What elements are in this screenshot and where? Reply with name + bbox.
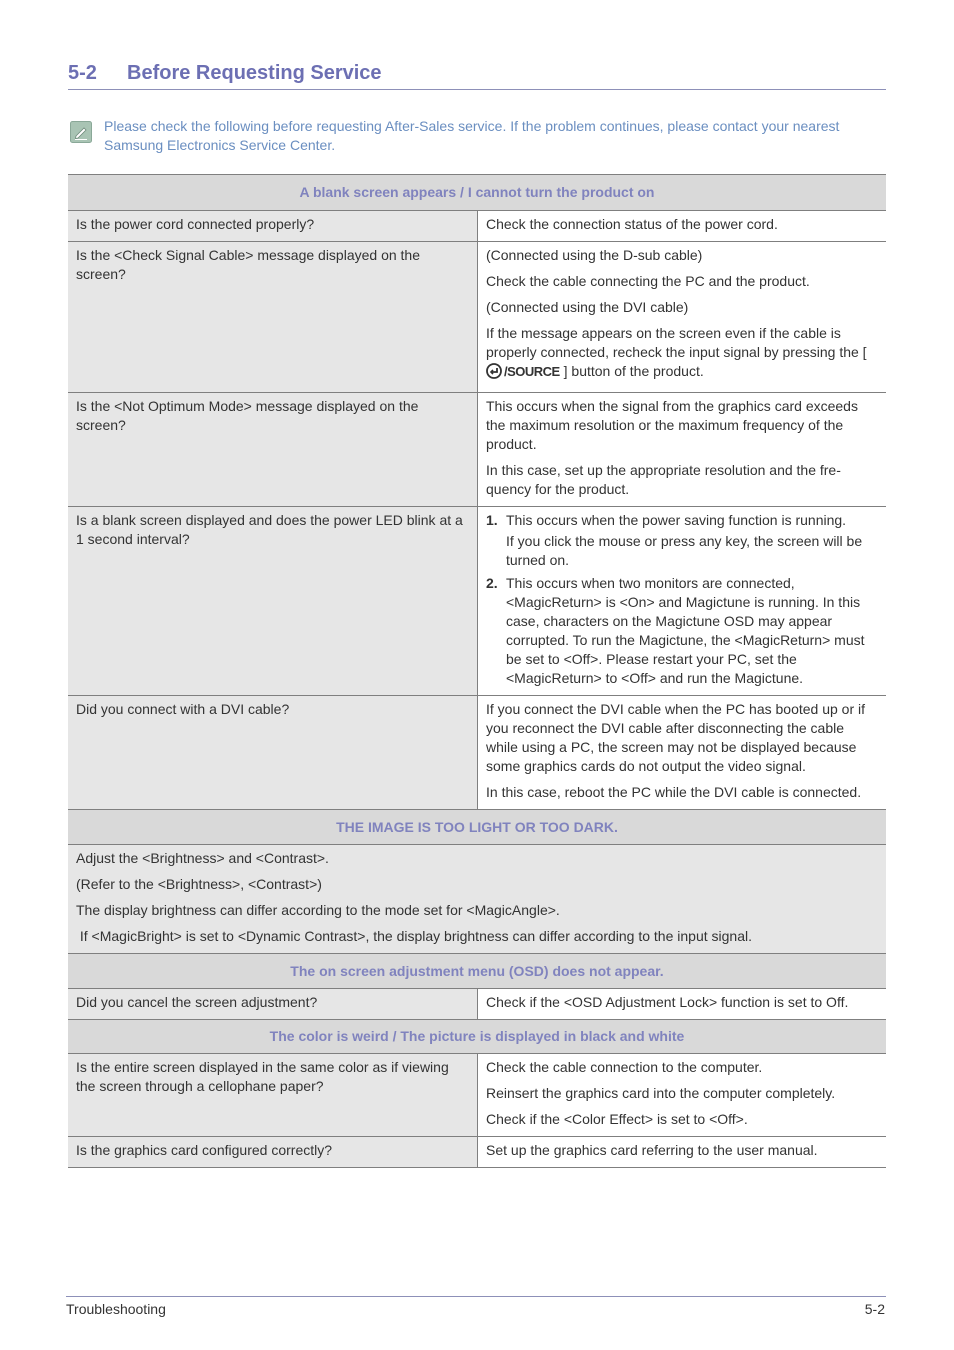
table-row [68,242,886,393]
answer-line: The display brightness can differ according to the mode set for <MagicAngle>. [76,902,560,918]
table-row [68,696,886,810]
question-cell: Is the entire screen displayed in the same color as if viewing the screen through a cellophane paper? [68,1054,478,1137]
section-header [68,954,886,989]
answer-cell [478,1137,887,1168]
footer-page-number: 5-2 [864,1301,885,1317]
answer-line: Adjust the <Brightness> and <Contrast>. [76,850,329,866]
footer-chapter: Troubleshooting [66,1301,166,1317]
table-row [68,507,886,696]
table-row [68,1137,886,1168]
answer-line: Check if the <Color Effect> is set to <Off>. [486,1111,748,1127]
answer-line: In this case, reboot the PC while the DVI cable is connected. [486,784,862,800]
section-heading [68,62,886,90]
answer-line: Check the connection status of the power cord. [486,216,778,232]
answer-cell [478,696,887,810]
answer-cell [478,507,887,696]
answer-line: Set up the graphics card referring to the user manual. [486,1142,818,1158]
answer-text: If the message appears on the screen even if the cable is properly connected, recheck the input signal by pressing the [ [486,325,867,360]
answer-line [486,324,878,384]
answer-line: Check the cable connecting the PC and the product. [486,273,810,289]
answer-line: (Connected using the DVI cable) [486,299,689,315]
note-text: Please check the following before requesting After-Sales service. If the problem continues, please contact your nearest Samsung Electronics Service Center. [104,118,840,153]
section-header [68,175,886,211]
question-cell: Is the <Not Optimum Mode> message displayed on the screen? [68,393,478,507]
note-pencil-icon [70,121,92,143]
section-title: The on screen adjustment menu (OSD) does not appear. [68,954,886,989]
source-button-label: /SOURCE [504,364,560,379]
answer-line: (Refer to the <Brightness>, <Contrast>) [76,876,322,892]
section-header [68,1020,886,1054]
answer-cell [478,242,887,393]
answer-text: ] button of the product. [563,363,704,379]
question-cell: Is the power cord connected properly? [68,211,478,242]
answer-line: (Connected using the D-sub cable) [486,247,703,263]
question-cell: Is the graphics card configured correctly? [68,1137,478,1168]
table-row [68,393,886,507]
list-number: 1. [486,512,498,528]
question-cell: Is a blank screen displayed and does the power LED blink at a 1 second interval? [68,507,478,696]
section-header [68,810,886,845]
answer-cell [478,1054,887,1137]
answer-line: Reinsert the graphics card into the computer completely. [486,1085,836,1101]
question-cell: Is the <Check Signal Cable> message displayed on the screen? [68,242,478,393]
list-item [486,511,878,570]
list-item [486,574,878,688]
list-number: 2. [486,575,498,591]
table-row [68,989,886,1020]
answer-cell [478,989,887,1020]
answer-cell [478,211,887,242]
answer-line: This occurs when the signal from the graphics card exceeds the maximum resolution or the maximum frequency of the product. [486,398,858,452]
answer-cell [478,393,887,507]
source-button-icon [486,363,504,384]
question-cell: Did you cancel the screen adjustment? [68,989,478,1020]
list-line: This occurs when two monitors are connected, <MagicReturn> is <On> and Magictune is running. In this case, characters on the Magictune OSD may appear corrupted. To run the Magictune, the <MagicReturn> must be set to <Off>. Please restart your PC, set the <MagicReturn> to <Off> and run the Magictune. [506,575,865,686]
list-line: This occurs when the power saving function is running. [506,512,847,528]
answer-line: If <MagicBright> is set to <Dynamic Contrast>, the display brightness can differ according to the input signal. [76,928,752,944]
answer-line: If you connect the DVI cable when the PC has booted up or if you reconnect the DVI cable after disconnecting the cable while using a PC, the screen may not be displayed because some graphics cards do not output the video signal. [486,701,866,774]
answer-line: Check the cable connection to the computer. [486,1059,763,1075]
table-row [68,1054,886,1137]
numbered-list [486,511,878,688]
table-row [68,211,886,242]
table-row [68,845,886,954]
section-title: The color is weird / The picture is displayed in black and white [68,1020,886,1054]
answer-line: In this case, set up the appropriate resolution and the fre-quency for the product. [486,462,841,497]
section-number: 5-2 [68,62,97,84]
list-line: If you click the mouse or press any key, the screen will be turned on. [506,533,863,568]
footer-divider [66,1296,886,1297]
answer-line: Check if the <OSD Adjustment Lock> function is set to Off. [486,994,849,1010]
section-title: THE IMAGE IS TOO LIGHT OR TOO DARK. [68,810,886,845]
section-title: A blank screen appears / I cannot turn the product on [68,175,886,211]
question-cell: Did you connect with a DVI cable? [68,696,478,810]
troubleshooting-table [68,174,886,1168]
full-width-cell [68,845,886,954]
section-title: Before Requesting Service [127,62,382,84]
